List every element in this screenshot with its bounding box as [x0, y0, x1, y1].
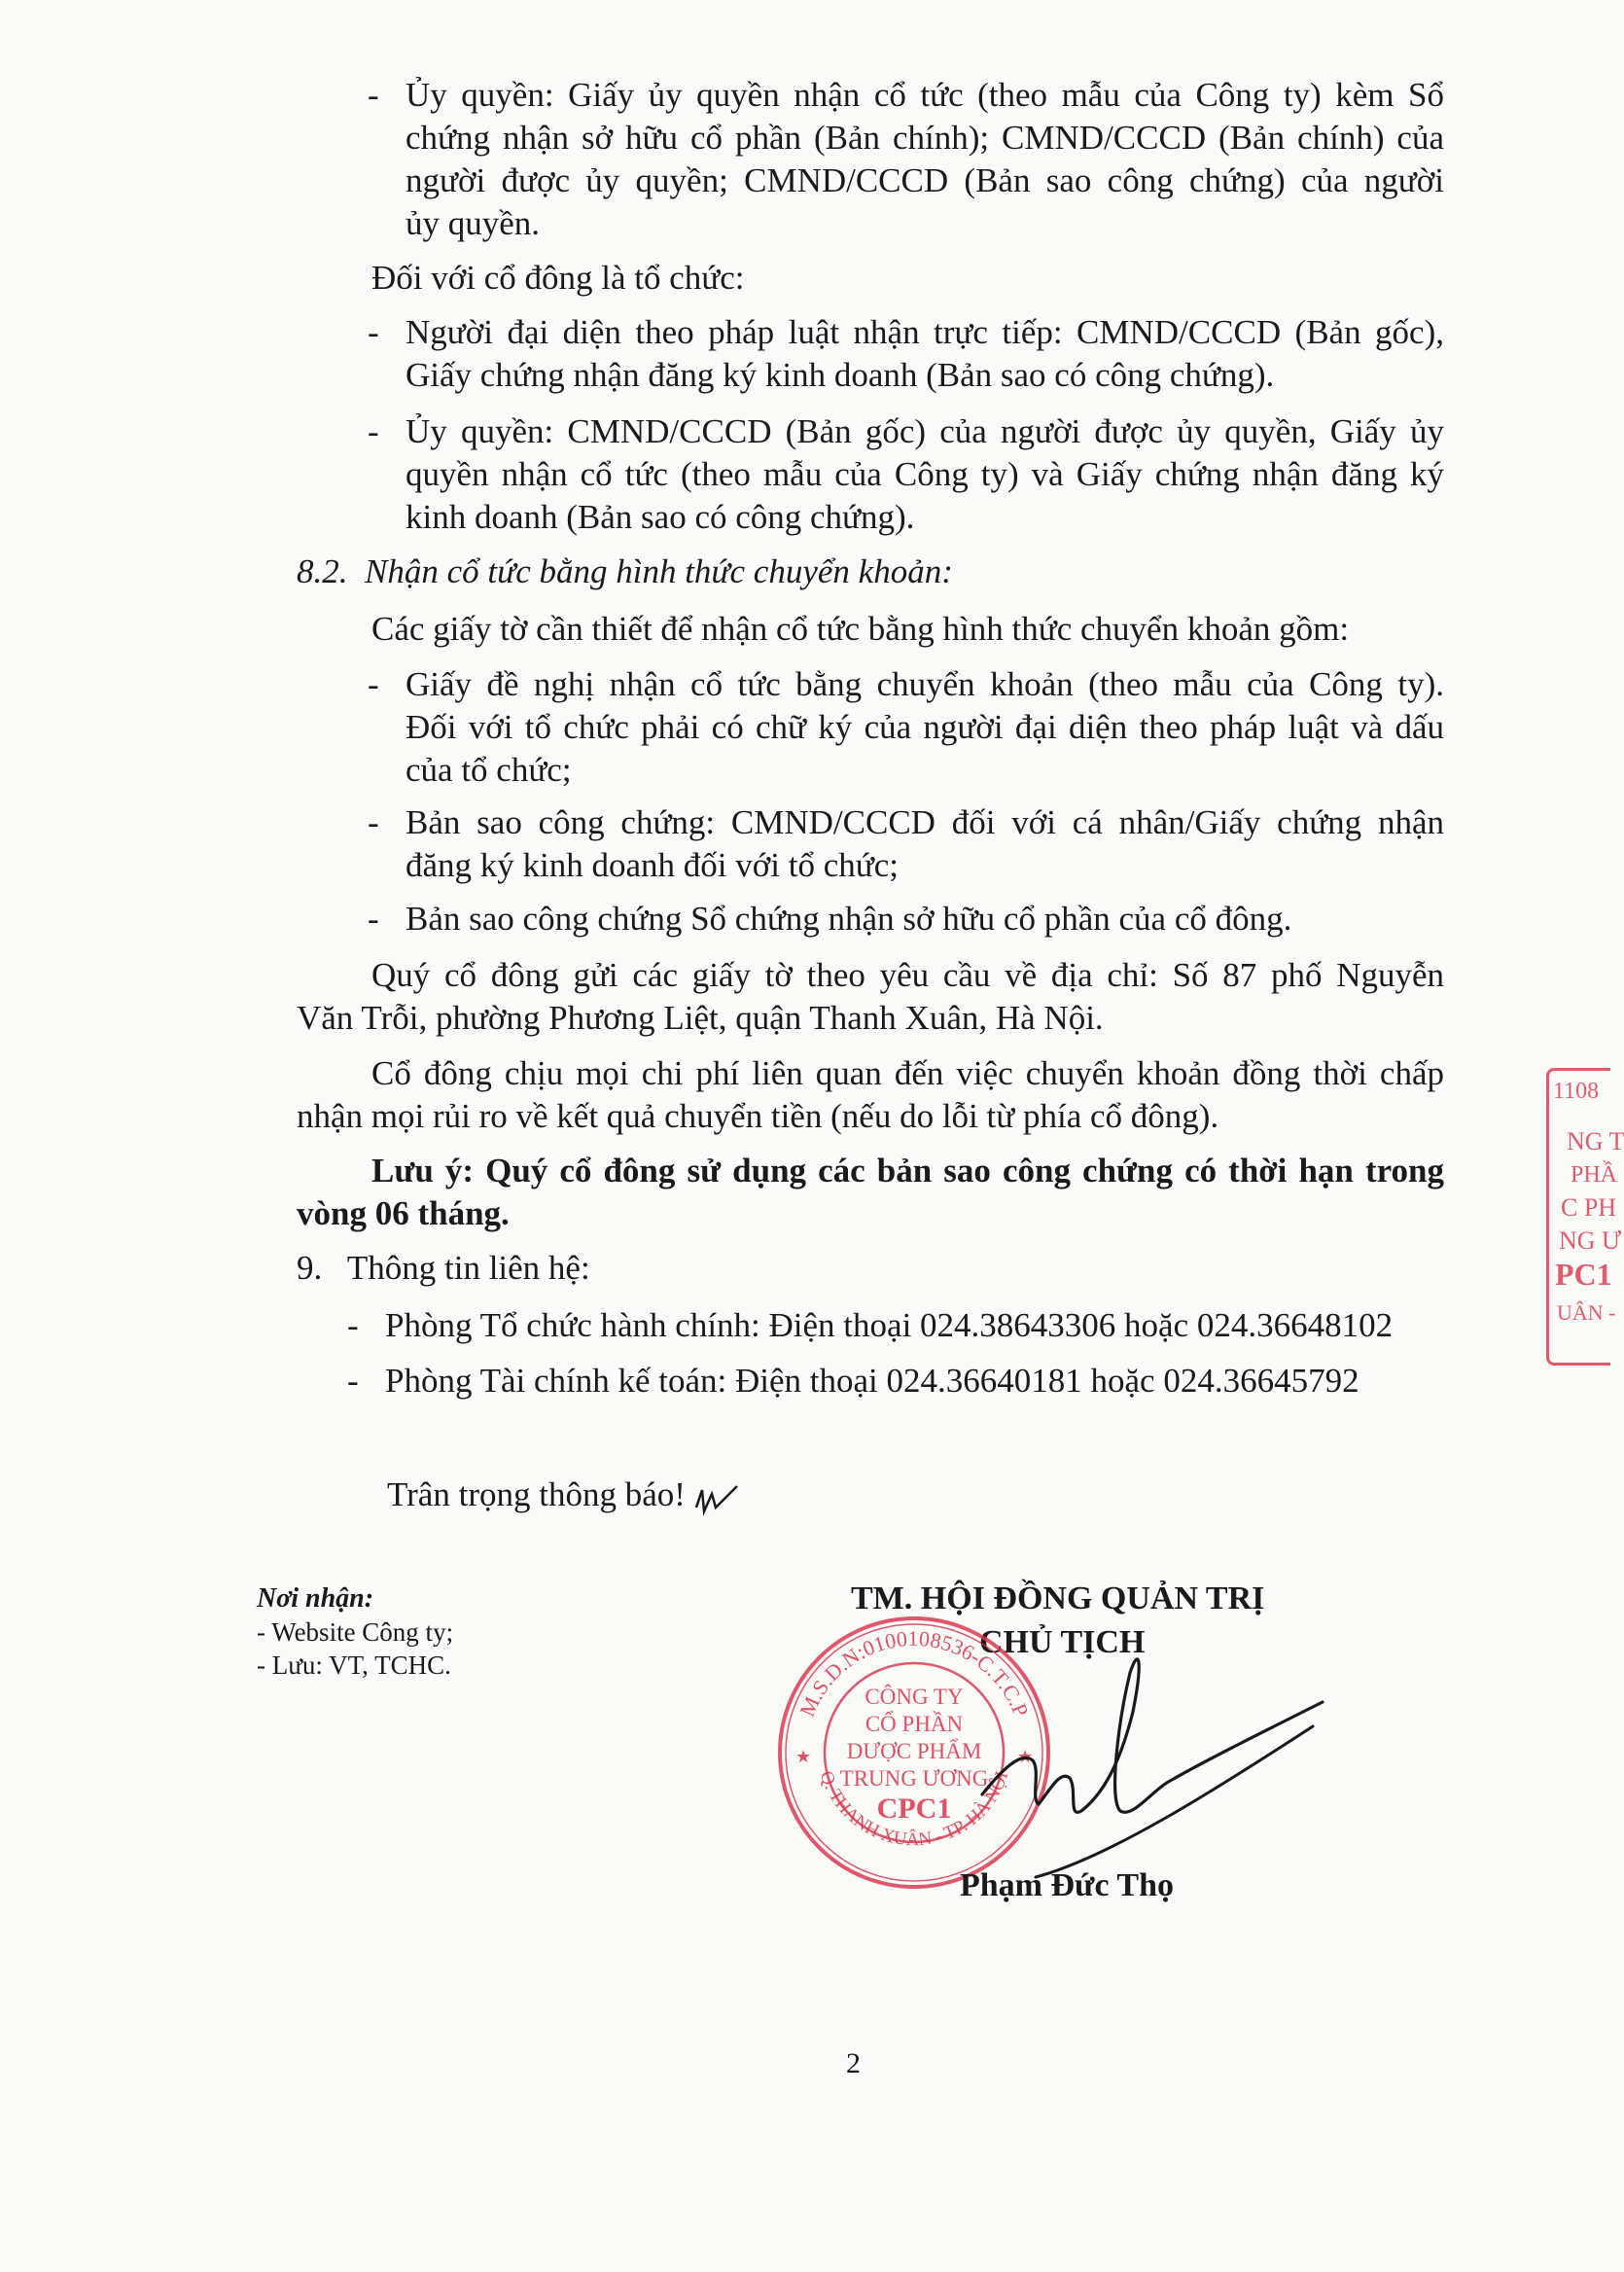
recipients-title: Nơi nhận: [257, 1583, 374, 1614]
text-line: quyền nhận cổ tức (theo mẫu của Công ty) và Giấy chứng nhận đăng ký [406, 455, 1444, 493]
edge-stamp-line: PHẦ [1571, 1162, 1618, 1188]
list-dash: - [347, 1306, 359, 1344]
text-line: vòng 06 tháng. [297, 1194, 510, 1232]
text-line: Ủy quyền: CMND/CCCD (Bản gốc) của người được ủy quyền, Giấy ủy [406, 412, 1444, 450]
svg-text:★: ★ [795, 1747, 812, 1766]
address-paragraph [297, 954, 1444, 1040]
edge-stamp-line: C PH [1561, 1193, 1617, 1222]
text-line: Người đại diện theo pháp luật nhận trực tiếp: CMND/CCCD (Bản gốc), [406, 313, 1444, 351]
seal-line: CỔ PHẦN [865, 1712, 964, 1736]
org-direct-paragraph [406, 311, 1444, 397]
seal-line: CPC1 [876, 1793, 952, 1825]
list-dash: - [368, 900, 379, 938]
seal-line: CÔNG TY [865, 1685, 964, 1709]
edge-stamp-line: PC1 [1555, 1257, 1612, 1292]
text-line: Ủy quyền: Giấy ủy quyền nhận cổ tức (theo mẫu của Công ty) kèm Sổ [406, 76, 1444, 114]
page-number: 2 [846, 2047, 861, 2079]
seal-line: DƯỢC PHẨM [846, 1739, 982, 1763]
recipient-item: - Website Công ty; [257, 1617, 454, 1647]
text-line: Văn Trỗi, phường Phương Liệt, quận Thanh Xuân, Hà Nội. [297, 999, 1104, 1037]
text-line: Đối với tổ chức phải có chữ ký của người đại diện theo pháp luật và dấu [406, 708, 1444, 746]
edge-stamp-line: NG T [1567, 1127, 1624, 1155]
section-9-heading: 9. Thông tin liên hệ: [297, 1249, 590, 1287]
edge-stamp-icon [1546, 1068, 1624, 1366]
recipient-item: - Lưu: VT, TCHC. [257, 1651, 451, 1680]
text-line: kinh doanh (Bản sao có công chứng). [406, 498, 915, 536]
note-paragraph [297, 1150, 1444, 1235]
signer-name: Phạm Đức Thọ [960, 1867, 1175, 1903]
text-line: Lưu ý: Quý cổ đông sử dụng các bản sao công chứng có thời hạn trong [371, 1152, 1444, 1189]
recipients-block [257, 1582, 453, 1682]
auth-individual-paragraph [406, 74, 1444, 245]
contact-admin: Phòng Tổ chức hành chính: Điện thoại 024.38643306 hoặc 024.36648102 [385, 1306, 1394, 1344]
text-line: nhận mọi rủi ro về kết quả chuyển tiền (nếu do lỗi từ phía cổ đông). [297, 1097, 1219, 1135]
s82-item1-paragraph [406, 663, 1444, 792]
text-line: Bản sao công chứng: CMND/CCCD đối với cá nhân/Giấy chứng nhận [406, 803, 1444, 841]
edge-stamp-line: NG Ư [1559, 1226, 1622, 1255]
text-line: Quý cổ đông gửi các giấy tờ theo yêu cầu về địa chỉ: Số 87 phố Nguyễn [371, 956, 1444, 994]
text-line: ủy quyền. [406, 204, 541, 242]
text-line: người được ủy quyền; CMND/CCCD (Bản sao công chứng) của người [406, 161, 1444, 199]
org-auth-paragraph [406, 410, 1444, 539]
list-dash: - [368, 803, 379, 841]
seal-ring-bottom: Q. THANH XUÂN - TP. HÀ NỘI [815, 1768, 1013, 1851]
text-line: Giấy chứng nhận đăng ký kinh doanh (Bản sao có công chứng). [406, 356, 1275, 394]
list-dash: - [368, 412, 379, 450]
seal-line: TRUNG ƯƠNG [839, 1766, 989, 1791]
signature-org: TM. HỘI ĐỒNG QUẢN TRỊ [851, 1580, 1265, 1616]
list-dash: - [368, 313, 379, 351]
list-dash: - [347, 1362, 359, 1400]
s82-item3-text: Bản sao công chứng Sổ chứng nhận sở hữu cổ phần của cổ đông. [406, 900, 1292, 938]
contact-finance: Phòng Tài chính kế toán: Điện thoại 024.36640181 hoặc 024.36645792 [385, 1362, 1359, 1400]
signature-position: CHỦ TỊCH [979, 1624, 1146, 1660]
s82-item2-paragraph [406, 801, 1444, 887]
text-line: Cổ đông chịu mọi chi phí liên quan đến việc chuyển khoản đồng thời chấp [371, 1054, 1444, 1092]
costs-paragraph [297, 1052, 1444, 1138]
text-line: của tổ chức; [406, 751, 572, 789]
initials-mark-icon [692, 1478, 741, 1517]
seal-ring-text: M.S.D.N:0100108536-C.T.C.P [794, 1625, 1034, 1721]
text-line: Giấy đề nghị nhận cổ tức bằng chuyển khoản (theo mẫu của Công ty). [406, 665, 1444, 703]
edge-stamp-line: UÂN - [1557, 1300, 1616, 1325]
handwritten-signature-icon [963, 1634, 1352, 1887]
section-8-2-intro: Các giấy tờ cần thiết để nhận cổ tức bằng hình thức chuyển khoản gồm: [371, 610, 1350, 648]
closing-text: Trân trọng thông báo! [387, 1475, 686, 1513]
org-intro: Đối với cổ đông là tổ chức: [371, 259, 745, 297]
text-line: đăng ký kinh doanh đối với tổ chức; [406, 846, 899, 884]
section-8-2-heading: 8.2. Nhận cổ tức bằng hình thức chuyển khoản: [297, 552, 953, 590]
text-line: chứng nhận sở hữu cổ phần (Bản chính); CMND/CCCD (Bản chính) của [406, 119, 1444, 157]
svg-text:★: ★ [1017, 1747, 1034, 1766]
list-dash: - [368, 665, 379, 703]
edge-stamp-line: 1108 [1553, 1079, 1600, 1104]
list-dash: - [368, 76, 379, 114]
